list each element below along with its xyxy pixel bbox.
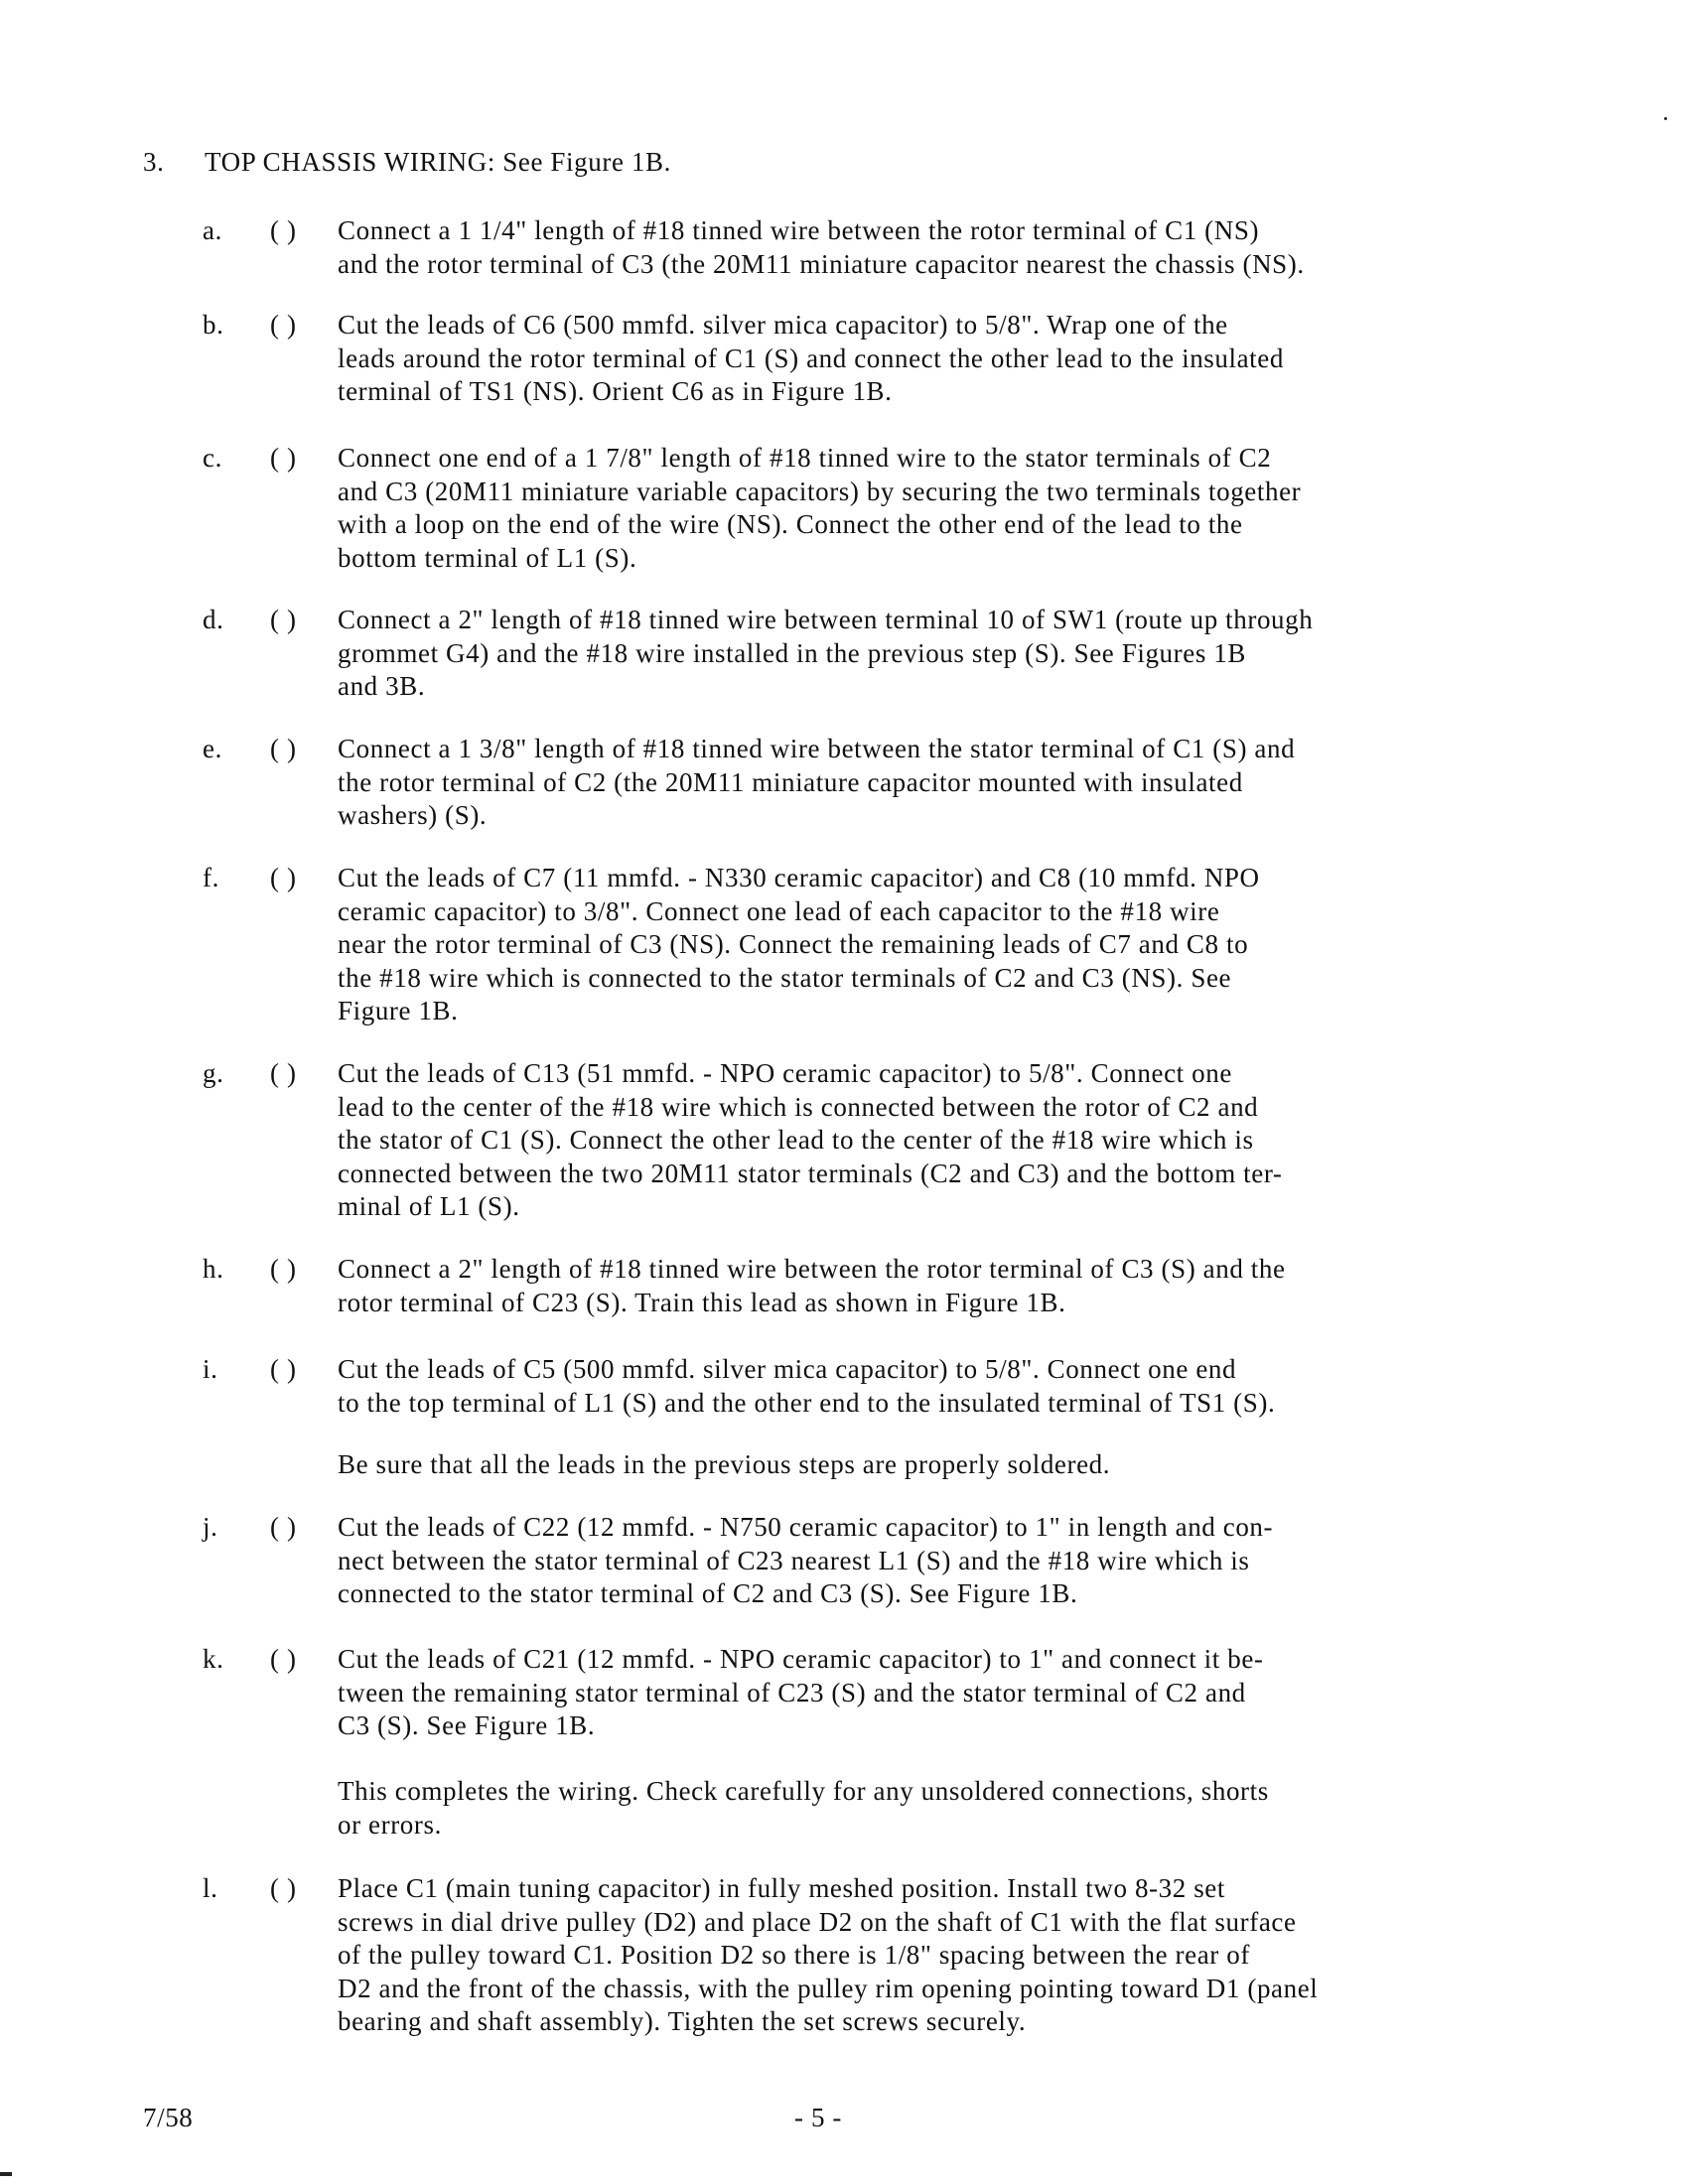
text-line: Connect a 2" length of #18 tinned wire between the rotor terminal of C3 (S) and the xyxy=(338,1254,1286,1284)
step-label: g. xyxy=(203,1058,224,1088)
text-line: Connect a 2" length of #18 tinned wire between terminal 10 of SW1 (route up through xyxy=(338,605,1314,634)
text-line: to the top terminal of L1 (S) and the other end to the insulated terminal of TS1 (S). xyxy=(338,1387,1276,1418)
step-checkbox[interactable]: ( ) xyxy=(270,1512,297,1542)
step-checkbox[interactable]: ( ) xyxy=(270,734,297,763)
step-label: b. xyxy=(203,310,224,340)
text-line: Connect one end of a 1 7/8" length of #18 tinned wire to the stator terminals of C2 xyxy=(338,443,1272,473)
text-line: bearing and shaft assembly). Tighten the set screws securely. xyxy=(338,2006,1027,2036)
text-line: Cut the leads of C6 (500 mmfd. silver mica capacitor) to 5/8". Wrap one of the xyxy=(338,310,1228,340)
text-line: grommet G4) and the #18 wire installed in the previous step (S). See Figures 1B xyxy=(338,637,1246,668)
text-line: near the rotor terminal of C3 (NS). Connect the remaining leads of C7 and C8 to xyxy=(338,929,1249,959)
step-label: a. xyxy=(203,215,222,245)
text-line: Cut the leads of C5 (500 mmfd. silver mica capacitor) to 5/8". Connect one end xyxy=(338,1354,1237,1384)
text-line: Be sure that all the leads in the previous steps are properly soldered. xyxy=(338,1449,1111,1479)
text-line: ceramic capacitor) to 3/8". Connect one lead of each capacitor to the #18 wire xyxy=(338,895,1220,926)
text-line: the #18 wire which is connected to the stator terminals of C2 and C3 (NS). See xyxy=(338,962,1232,993)
step-text xyxy=(338,1872,1318,2039)
text-line: the rotor terminal of C2 (the 20M11 miniature capacitor mounted with insulated xyxy=(338,766,1243,797)
text-line: of the pulley toward C1. Position D2 so there is 1/8" spacing between the rear of xyxy=(338,1940,1250,1970)
text-line: Cut the leads of C21 (12 mmfd. - NPO ceramic capacitor) to 1" and connect it be- xyxy=(338,1644,1264,1674)
step-text xyxy=(338,1643,1264,1743)
step-label: h. xyxy=(203,1254,224,1284)
text-line: bottom terminal of L1 (S). xyxy=(338,542,637,573)
text-line: washers) (S). xyxy=(338,800,488,830)
text-line: minal of L1 (S). xyxy=(338,1191,520,1221)
text-line: Cut the leads of C22 (12 mmfd. - N750 ceramic capacitor) to 1" in length and con- xyxy=(338,1512,1274,1542)
step-text xyxy=(338,733,1295,833)
text-line: screws in dial drive pulley (D2) and place D2 on the shaft of C1 with the flat surface xyxy=(338,1906,1297,1937)
step-checkbox[interactable]: ( ) xyxy=(270,1254,297,1284)
text-line: and 3B. xyxy=(338,671,426,701)
step-text xyxy=(338,1253,1286,1319)
text-line: and the rotor terminal of C3 (the 20M11 miniature capacitor nearest the chassis (NS). xyxy=(338,248,1305,279)
step-label: i. xyxy=(203,1354,218,1384)
step-label: f. xyxy=(203,863,219,892)
text-line: and C3 (20M11 miniature variable capacitors) by securing the two terminals together xyxy=(338,476,1302,506)
step-checkbox[interactable]: ( ) xyxy=(270,443,297,473)
step-text xyxy=(338,1511,1273,1611)
step-checkbox[interactable]: ( ) xyxy=(270,605,297,634)
text-line: Figure 1B. xyxy=(338,996,459,1025)
text-line: C3 (S). See Figure 1B. xyxy=(338,1710,596,1740)
section-heading: TOP CHASSIS WIRING: See Figure 1B. xyxy=(205,147,671,177)
text-line: Cut the leads of C13 (51 mmfd. - NPO ceramic capacitor) to 5/8". Connect one xyxy=(338,1058,1232,1088)
section-number: 3. xyxy=(143,147,165,177)
text-line: Cut the leads of C7 (11 mmfd. - N330 ceramic capacitor) and C8 (10 mmfd. NPO xyxy=(338,863,1260,892)
speck-mark xyxy=(1664,117,1667,120)
step-checkbox[interactable]: ( ) xyxy=(270,1058,297,1088)
step-checkbox[interactable]: ( ) xyxy=(270,310,297,340)
text-line: tween the remaining stator terminal of C23 (S) and the stator terminal of C2 and xyxy=(338,1677,1246,1707)
text-line: or errors. xyxy=(338,1809,442,1840)
step-text xyxy=(338,1775,1269,1842)
step-text xyxy=(338,214,1305,281)
step-checkbox[interactable]: ( ) xyxy=(270,1644,297,1674)
footer-page-number: - 5 - xyxy=(794,2103,842,2132)
text-line: nect between the stator terminal of C23 nearest L1 (S) and the #18 wire which is xyxy=(338,1545,1250,1575)
text-line: This completes the wiring. Check carefully for any unsoldered connections, shorts xyxy=(338,1776,1269,1806)
step-text xyxy=(338,309,1284,409)
text-line: lead to the center of the #18 wire which is connected between the rotor of C2 and xyxy=(338,1091,1259,1122)
step-text xyxy=(338,1057,1282,1224)
step-checkbox[interactable]: ( ) xyxy=(270,215,297,245)
text-line: Connect a 1 3/8" length of #18 tinned wire between the stator terminal of C1 (S) and xyxy=(338,734,1296,763)
step-text xyxy=(338,862,1260,1028)
text-line: Place C1 (main tuning capacitor) in fully meshed position. Install two 8-32 set xyxy=(338,1873,1225,1903)
text-line: leads around the rotor terminal of C1 (S) and connect the other lead to the insulated xyxy=(338,342,1284,373)
text-line: connected between the two 20M11 stator terminals (C2 and C3) and the bottom ter- xyxy=(338,1158,1283,1188)
step-label: e. xyxy=(203,734,222,763)
text-line: Connect a 1 1/4" length of #18 tinned wire between the rotor terminal of C1 (NS) xyxy=(338,215,1260,245)
step-label: d. xyxy=(203,605,224,634)
step-label: j. xyxy=(203,1512,218,1542)
text-line: terminal of TS1 (NS). Orient C6 as in Figure 1B. xyxy=(338,376,893,406)
step-text xyxy=(338,604,1313,704)
step-text xyxy=(338,442,1301,575)
step-checkbox[interactable]: ( ) xyxy=(270,863,297,892)
step-label: c. xyxy=(203,443,222,473)
text-line: the stator of C1 (S). Connect the other lead to the center of the #18 wire which is xyxy=(338,1125,1254,1155)
footer-date: 7/58 xyxy=(143,2103,194,2132)
step-label: k. xyxy=(203,1644,224,1674)
step-text xyxy=(338,1353,1275,1420)
speck-mark xyxy=(0,2172,12,2176)
text-line: rotor terminal of C23 (S). Train this lead as shown in Figure 1B. xyxy=(338,1287,1066,1317)
step-checkbox[interactable]: ( ) xyxy=(270,1354,297,1384)
step-checkbox[interactable]: ( ) xyxy=(270,1873,297,1903)
text-line: with a loop on the end of the wire (NS). Connect the other end of the lead to the xyxy=(338,509,1243,539)
step-text xyxy=(338,1448,1110,1482)
text-line: connected to the stator terminal of C2 and C3 (S). See Figure 1B. xyxy=(338,1578,1078,1608)
text-line: D2 and the front of the chassis, with the pulley rim opening pointing toward D1 (panel xyxy=(338,1973,1319,2003)
step-label: l. xyxy=(203,1873,218,1903)
